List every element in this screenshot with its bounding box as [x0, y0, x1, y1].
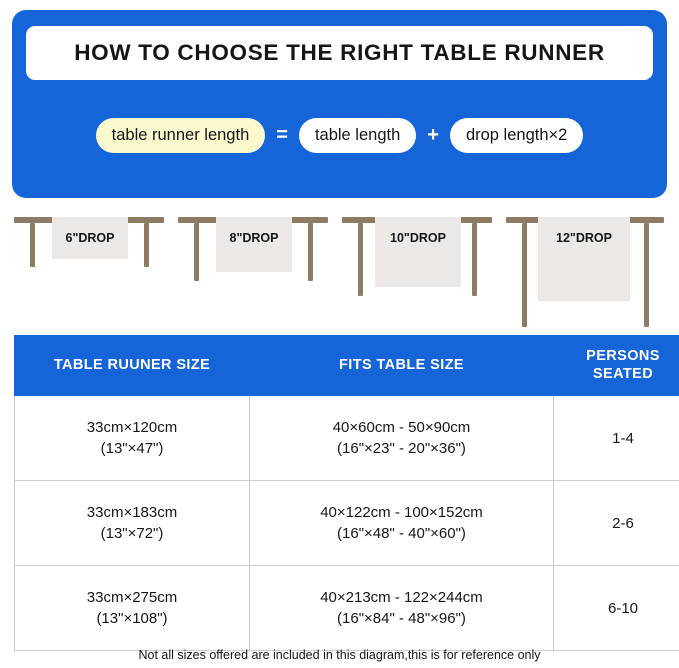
runner-cloth-12 — [538, 217, 630, 301]
drop-illustrations — [0, 205, 679, 330]
cell-persons-seated: 1-4 — [554, 396, 679, 481]
table-leg-left — [194, 223, 199, 281]
table-row — [15, 481, 679, 566]
runner-size-imperial: (13"×108") — [96, 610, 168, 628]
cell-runner-size — [15, 396, 250, 481]
drop-unit-10 — [342, 205, 492, 330]
size-table — [14, 335, 679, 651]
drop-unit-12 — [506, 205, 664, 330]
table-leg-right — [308, 223, 313, 281]
formula-term1-pill: table length — [299, 118, 416, 153]
cell-runner-size — [15, 566, 250, 651]
runner-cloth-6 — [52, 217, 128, 259]
table-leg-right — [144, 223, 149, 267]
runner-size-metric: 33cm×183cm — [86, 503, 178, 521]
formula-result-pill: table runner length — [96, 118, 266, 153]
cell-persons-seated: 6-10 — [554, 566, 679, 651]
runner-size-imperial: (13"×47") — [100, 440, 164, 458]
table-leg-left — [358, 223, 363, 296]
fits-metric: 40×213cm - 122×244cm — [320, 588, 483, 606]
page-title: HOW TO CHOOSE THE RIGHT TABLE RUNNER — [74, 40, 605, 65]
hero-panel — [12, 10, 667, 198]
title-box — [26, 26, 653, 80]
drop-label-12: 12"DROP — [556, 231, 612, 245]
runner-size-metric: 33cm×275cm — [86, 588, 178, 606]
table-leg-right — [644, 223, 649, 327]
table-row — [15, 566, 679, 651]
drop-label-8: 8"DROP — [229, 231, 279, 245]
cell-fits-table-size — [250, 396, 554, 481]
fits-imperial: (16"×48" - 40"×60") — [337, 525, 466, 543]
runner-cloth-10 — [375, 217, 461, 287]
table-leg-left — [522, 223, 527, 327]
table-body — [15, 396, 679, 651]
table-header-row — [15, 336, 679, 396]
runner-size-imperial: (13"×72") — [100, 525, 164, 543]
fits-metric: 40×60cm - 50×90cm — [332, 418, 471, 436]
formula-plus: + — [427, 124, 439, 146]
table-leg-left — [30, 223, 35, 267]
formula-term2-pill: drop length×2 — [450, 118, 583, 153]
runner-cloth-8 — [216, 217, 292, 272]
drop-label-10: 10"DROP — [390, 231, 446, 245]
fits-metric: 40×122cm - 100×152cm — [320, 503, 483, 521]
formula-equals: = — [276, 124, 288, 146]
drop-unit-8 — [178, 205, 328, 330]
cell-fits-table-size — [250, 566, 554, 651]
runner-size-metric: 33cm×120cm — [86, 418, 178, 436]
table-leg-right — [472, 223, 477, 296]
fits-imperial: (16"×84" - 48"×96") — [337, 610, 466, 628]
table-header-persons-seated: PERSONS SEATED — [554, 336, 679, 396]
table-row — [15, 396, 679, 481]
footnote: Not all sizes offered are included in this diagram,this is for reference only — [138, 648, 541, 662]
table-header-runner-size: TABLE RUUNER SIZE — [15, 336, 250, 396]
drop-unit-6 — [14, 205, 164, 330]
cell-fits-table-size — [250, 481, 554, 566]
fits-imperial: (16"×23" - 20"×36") — [337, 440, 466, 458]
formula-row — [12, 118, 667, 153]
cell-runner-size — [15, 481, 250, 566]
table-header-fits-table-size: FITS TABLE SIZE — [250, 336, 554, 396]
drop-label-6: 6"DROP — [65, 231, 115, 245]
table-header — [15, 336, 679, 396]
cell-persons-seated: 2-6 — [554, 481, 679, 566]
